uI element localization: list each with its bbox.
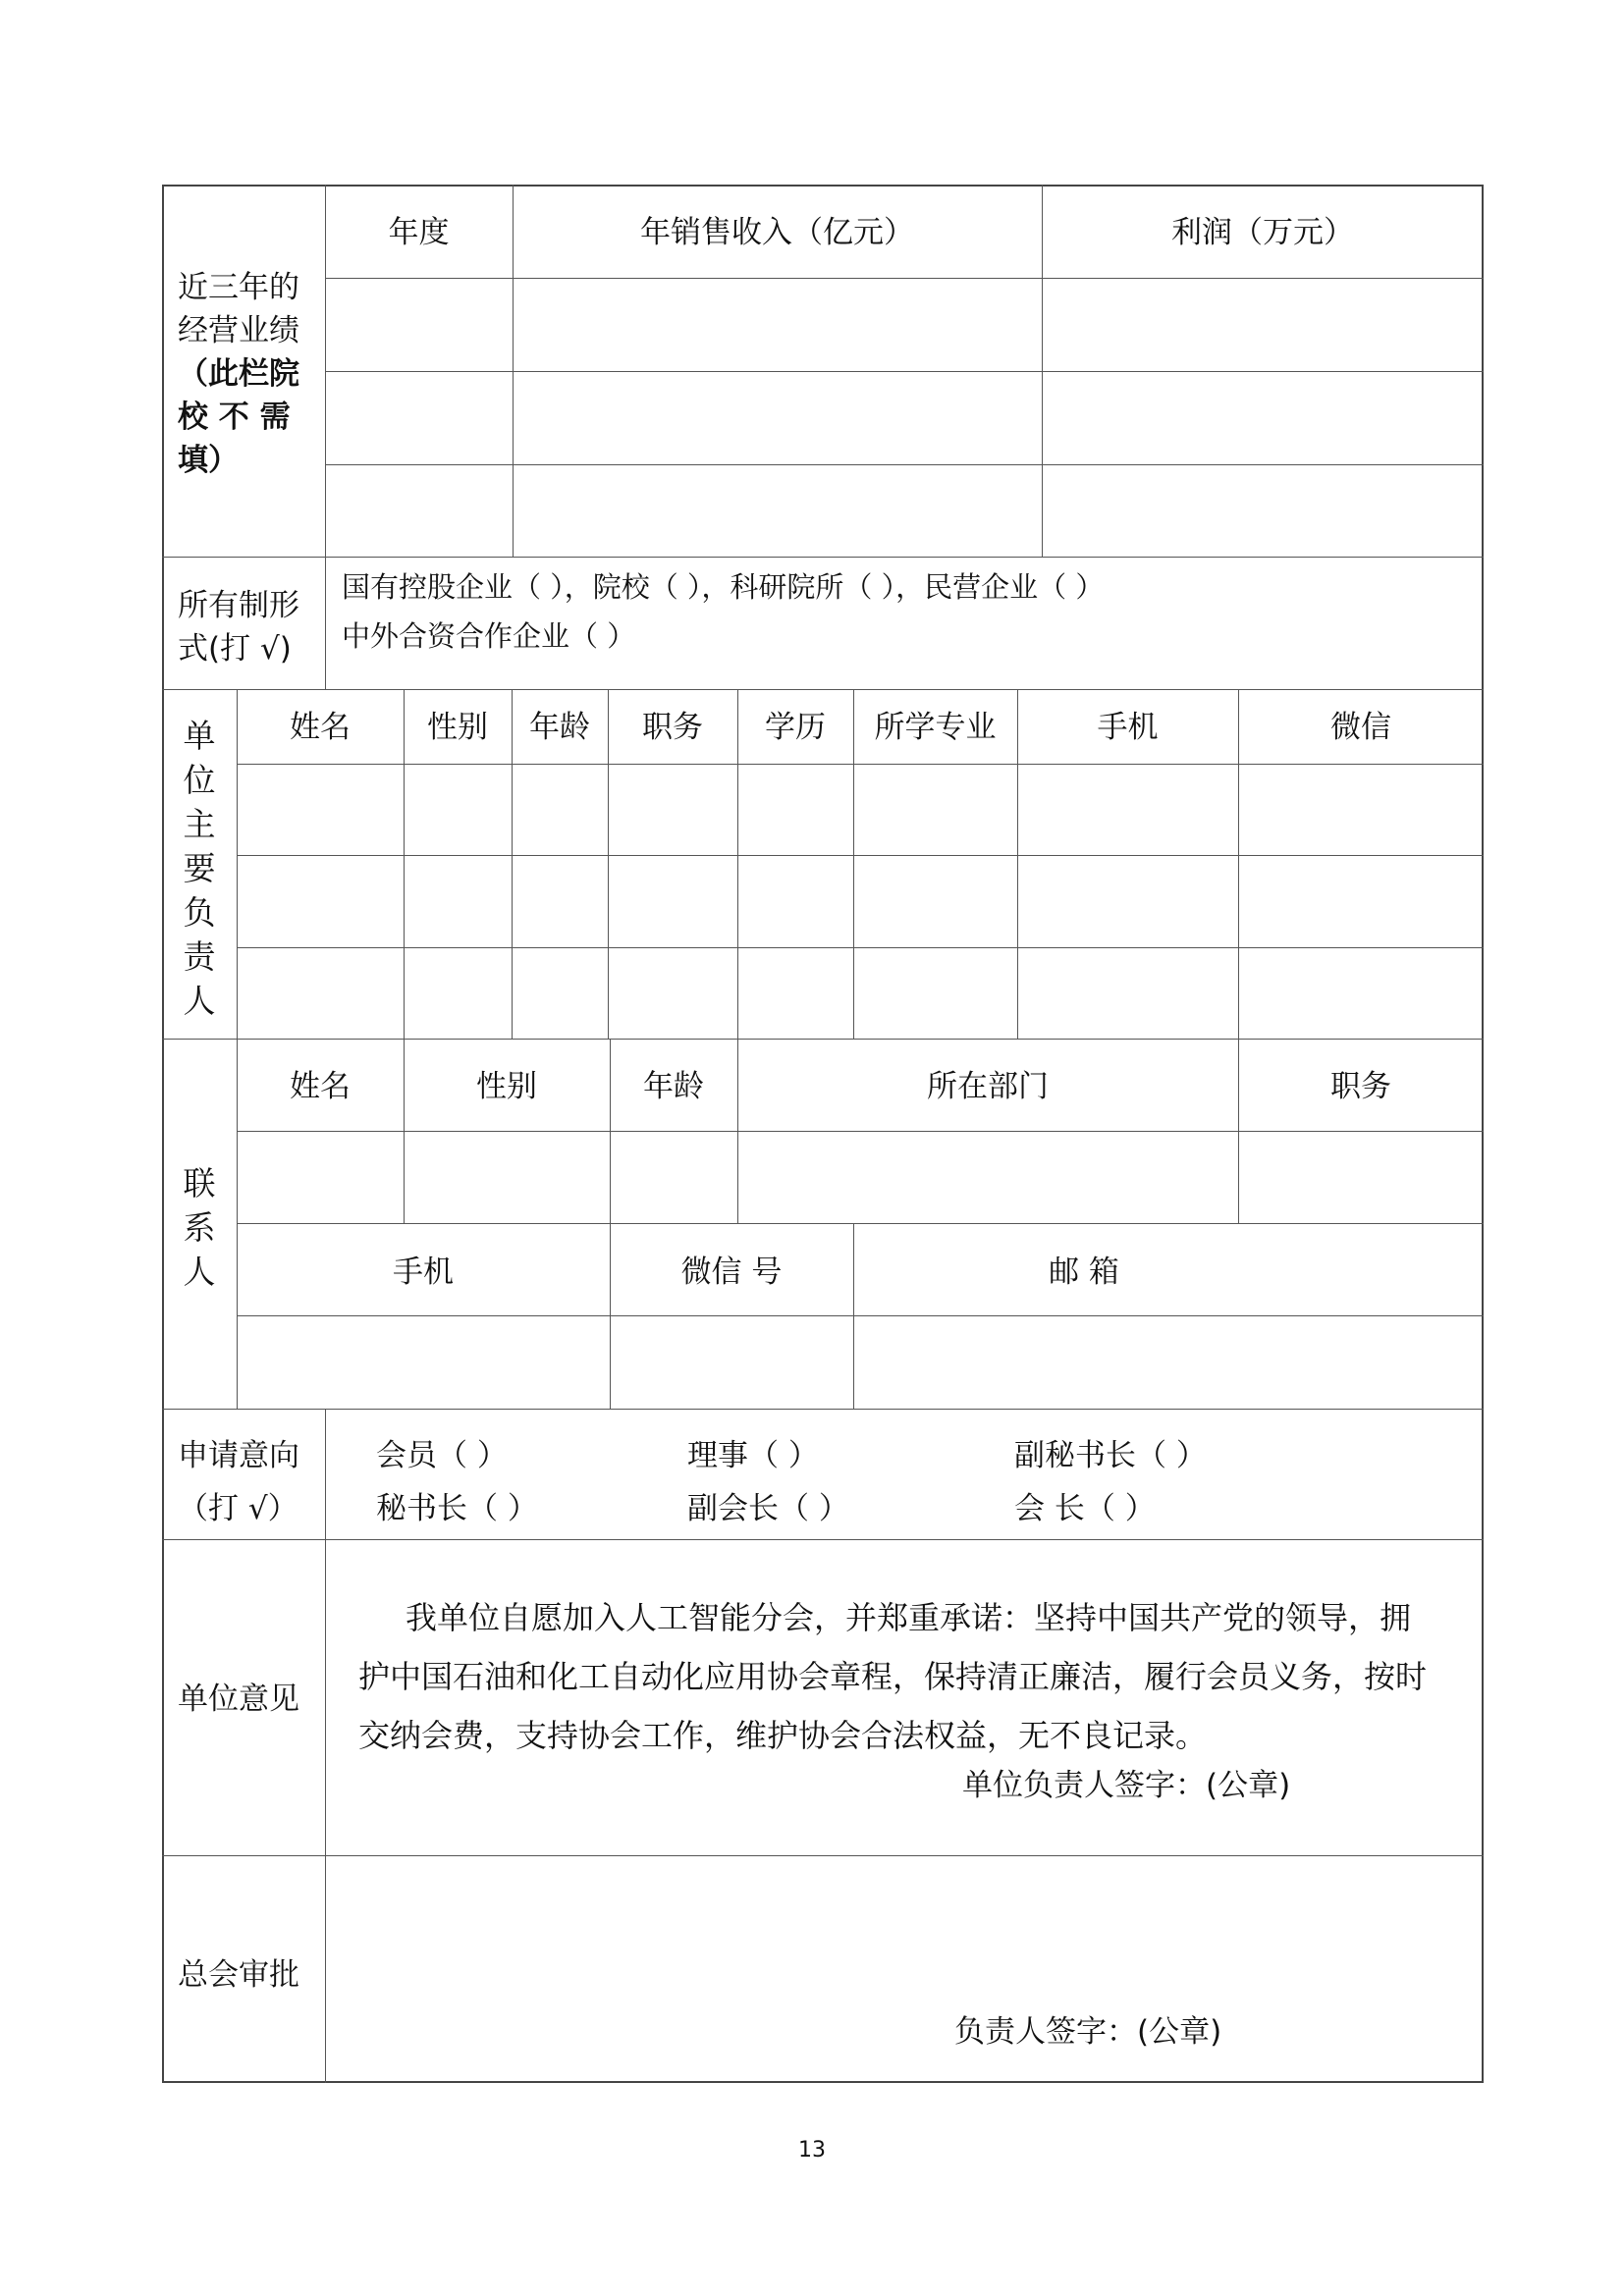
leaders-label-char: 要 — [183, 849, 216, 887]
intent-option-deputy-secretary-general: 副秘书长（ ） — [1014, 1438, 1207, 1473]
grid-line — [237, 1131, 1484, 1132]
header-annual-sales: 年销售收入（亿元） — [640, 215, 914, 250]
ownership-label-line: 所有制形 — [178, 588, 299, 623]
section-divider — [162, 1855, 1484, 1856]
opinion-signature: 单位负责人签字：(公章) — [962, 1768, 1291, 1803]
contact-header: 职务 — [1330, 1069, 1391, 1104]
grid-line — [325, 557, 326, 689]
performance-label-line: （此栏院 — [178, 356, 299, 392]
intent-option-director: 理事（ ） — [687, 1438, 819, 1473]
opinion-line: 交纳会费，支持协会工作，维护协会合法权益，无不良记录。 — [358, 1717, 1208, 1754]
contact-label-char: 系 — [183, 1208, 216, 1247]
opinion-line: 我单位自愿加入人工智能分会，并郑重承诺：坚持中国共产党的领导，拥 — [406, 1599, 1412, 1636]
leaders-header: 性别 — [427, 710, 488, 745]
intent-option-president: 会 长（ ） — [1014, 1491, 1156, 1526]
ownership-options-line: 中外合资合作企业（ ） — [342, 619, 636, 653]
leaders-label-char: 位 — [183, 761, 216, 799]
contact-label-char: 联 — [183, 1164, 216, 1202]
leaders-label-char: 人 — [183, 982, 216, 1020]
opinion-statement — [358, 1588, 1468, 1765]
section-divider — [162, 689, 1484, 690]
leaders-header: 所学专业 — [874, 710, 997, 745]
contact-header: 性别 — [476, 1069, 537, 1104]
grid-line — [325, 1409, 326, 2083]
leaders-header: 手机 — [1097, 710, 1159, 745]
header-profit: 利润（万元） — [1171, 215, 1354, 250]
ownership-label-line: 式(打 √) — [178, 631, 292, 667]
opinion-line: 护中国石油和化工自动化应用协会章程，保持清正廉洁，履行会员义务，按时 — [358, 1658, 1428, 1695]
ownership-options-line: 国有控股企业（ ），院校（ ），科研院所（ ），民营企业（ ） — [342, 570, 1105, 604]
contact-label-char: 人 — [183, 1253, 216, 1291]
page-number: 13 — [798, 2138, 826, 2163]
approval-signature: 负责人签字：(公章) — [954, 2014, 1222, 2050]
opinion-label: 单位意见 — [178, 1682, 299, 1717]
intent-option-member: 会员（ ） — [376, 1438, 508, 1473]
contact-header: 手机 — [393, 1255, 454, 1290]
contact-header: 年龄 — [643, 1069, 704, 1104]
leaders-label-char: 负 — [183, 893, 216, 932]
grid-line — [237, 855, 1484, 856]
contact-header: 邮 箱 — [1049, 1255, 1119, 1290]
leaders-label-char: 单 — [183, 717, 216, 755]
leaders-label-char: 主 — [183, 805, 216, 843]
contact-header: 姓名 — [290, 1069, 351, 1104]
performance-label-line: 填） — [178, 443, 239, 478]
leaders-header: 年龄 — [529, 710, 590, 745]
header-year: 年度 — [388, 215, 450, 250]
approval-label: 总会审批 — [178, 1957, 299, 1993]
intent-label-line: 申请意向 — [178, 1438, 299, 1473]
grid-line — [325, 278, 1484, 279]
grid-line — [325, 371, 1484, 372]
performance-label-line: 校 不 需 — [178, 400, 291, 435]
leaders-header: 职务 — [642, 710, 703, 745]
section-divider — [162, 1409, 1484, 1410]
intent-option-vice-president: 副会长（ ） — [687, 1491, 849, 1526]
leaders-header: 姓名 — [290, 710, 351, 745]
leaders-header: 学历 — [765, 710, 826, 745]
leaders-label-char: 责 — [183, 937, 216, 976]
intent-option-secretary-general: 秘书长（ ） — [376, 1491, 538, 1526]
grid-line — [237, 1315, 1484, 1316]
section-divider — [162, 1539, 1484, 1540]
grid-line — [237, 947, 1484, 948]
performance-label-line: 近三年的 — [178, 270, 299, 305]
grid-line — [237, 1223, 1484, 1224]
contact-header: 所在部门 — [927, 1069, 1049, 1104]
grid-line — [237, 764, 1484, 765]
section-divider — [162, 1039, 1484, 1040]
performance-label-line: 经营业绩 — [178, 313, 299, 348]
leaders-header: 微信 — [1330, 710, 1391, 745]
intent-label-line: （打 √） — [178, 1491, 298, 1526]
grid-line — [325, 464, 1484, 465]
contact-header: 微信 号 — [680, 1255, 783, 1290]
section-divider — [162, 557, 1484, 558]
